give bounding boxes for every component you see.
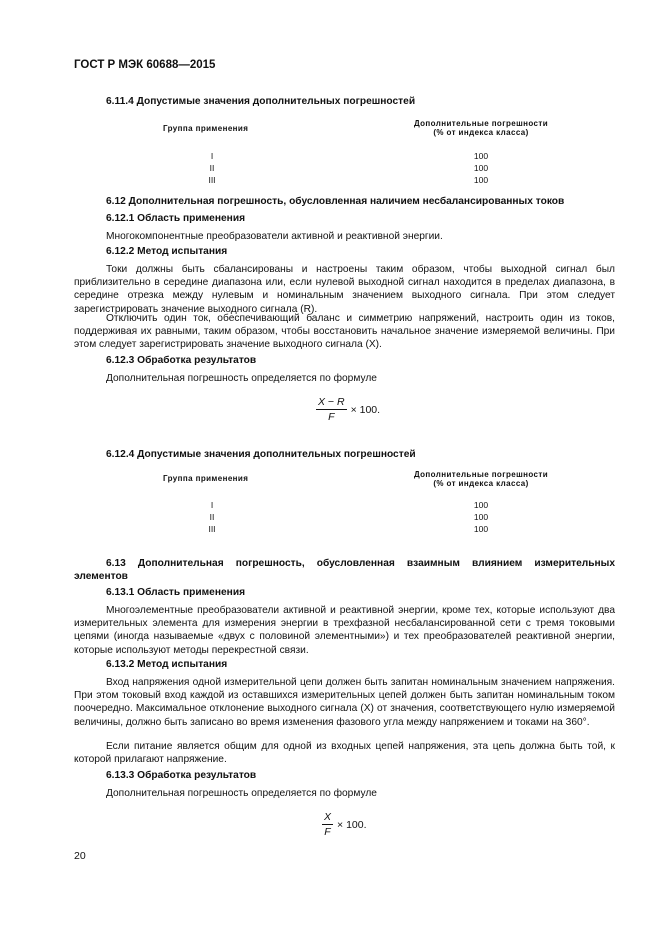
formula-numerator: X − R xyxy=(318,396,345,408)
table-cell: 100 xyxy=(473,151,489,161)
table-cell: 100 xyxy=(473,175,489,185)
table-cell: I xyxy=(210,151,214,161)
subsection-heading: 6.12.4 Допустимые значения дополнительных погрешностей xyxy=(106,449,416,460)
table-cell: 100 xyxy=(473,500,489,510)
table-cell: 100 xyxy=(473,512,489,522)
table-header-error xyxy=(400,470,562,488)
subsection-heading: 6.12.3 Обработка результатов xyxy=(106,355,257,366)
section-heading: 6.12 Дополнительная погрешность, обусловленная наличием несбалансированных токов xyxy=(106,196,565,207)
formula-denominator: F xyxy=(324,826,331,838)
subsection-heading: 6.13.3 Обработка результатов xyxy=(106,770,257,781)
page-number: 20 xyxy=(74,850,86,862)
paragraph: Многоэлементные преобразователи активной и реактивной энергии, кроме тех, которые используют два измерительных элемента для измерения энергии в трехфазной несбалансированной сети с тремя токовыми цепями (иногда называемые «двух с половиной элементными») и тех преобразователей реактивной энергии, которые используют методы перекрестной связи. xyxy=(74,605,615,656)
document-header: ГОСТ Р МЭК 60688—2015 xyxy=(74,59,216,71)
formula xyxy=(316,396,380,423)
subsection-heading: 6.13.1 Область применения xyxy=(106,587,246,598)
table-header-error-line2: (% от индекса класса) xyxy=(433,128,529,137)
formula-denominator: F xyxy=(328,411,335,423)
table-cell: III xyxy=(208,175,216,185)
section-heading: 6.11.4 Допустимые значения дополнительных погрешностей xyxy=(106,96,416,107)
paragraph: Дополнительная погрешность определяется по формуле xyxy=(106,373,377,384)
paragraph: Вход напряжения одной измерительной цепи должен быть запитан номинальным значением напряжения. При этом токовый вход каждой из оставшихся измерительных цепей должен быть запитан номинальным током поочередно. Максимальное отклонение выходного сигнала (X) от значения, соответствующего нулю измеряемой величины, должно быть записано во время изменения фазового угла между напряжением и токами на 360°. xyxy=(74,677,615,728)
table-header-error-line1: Дополнительные погрешности xyxy=(413,119,549,128)
paragraph: Отключить один ток, обеспечивающий баланс и симметрию напряжений, настроить один из токов, поддерживая их равными, таким образом, чтобы восстановить начальное значение измеряемой величины. При этом следует зарегистрировать значение выходного сигнала (X). xyxy=(74,313,615,351)
formula-fraction xyxy=(322,811,333,838)
paragraph: Многокомпонентные преобразователи активной и реактивной энергии. xyxy=(106,231,443,242)
table-cell: II xyxy=(209,163,215,173)
table-cell: II xyxy=(209,512,215,522)
table-header-group: Группа применения xyxy=(163,124,249,133)
paragraph: Если питание является общим для одной из входных цепей напряжения, эта цепь должна быть той, к которой прилагают напряжение. xyxy=(74,741,615,766)
formula xyxy=(322,811,367,838)
table-cell: 100 xyxy=(473,524,489,534)
table-header-error-line2: (% от индекса класса) xyxy=(433,479,529,488)
subsection-heading: 6.12.2 Метод испытания xyxy=(106,246,228,257)
formula-numerator: X xyxy=(324,811,332,823)
table-header-error xyxy=(400,119,562,137)
formula-multiplier: × 100. xyxy=(337,818,367,831)
table-cell: III xyxy=(208,524,216,534)
table-cell: 100 xyxy=(473,163,489,173)
table-header-error-line1: Дополнительные погрешности xyxy=(413,470,549,479)
subsection-heading: 6.13.2 Метод испытания xyxy=(106,659,228,670)
formula-multiplier: × 100. xyxy=(350,403,381,416)
formula-fraction xyxy=(316,396,347,423)
table-cell: I xyxy=(210,500,214,510)
table-header-group: Группа применения xyxy=(163,474,249,483)
paragraph: Токи должны быть сбалансированы и настроены таким образом, чтобы выходной сигнал был приблизительно в середине диапазона или, если нулевой выходной сигнал находится в пределах диапазона, в середине отрезка между нулевым и номинальным значением выходного сигнала. При этом следует зарегистрировать значение выходного сигнала (R). xyxy=(74,264,615,315)
section-heading: 6.13 Дополнительная погрешность, обусловленная взаимным влиянием измерительных элементов xyxy=(74,558,615,582)
subsection-heading: 6.12.1 Область применения xyxy=(106,213,246,224)
paragraph: Дополнительная погрешность определяется по формуле xyxy=(106,788,377,799)
